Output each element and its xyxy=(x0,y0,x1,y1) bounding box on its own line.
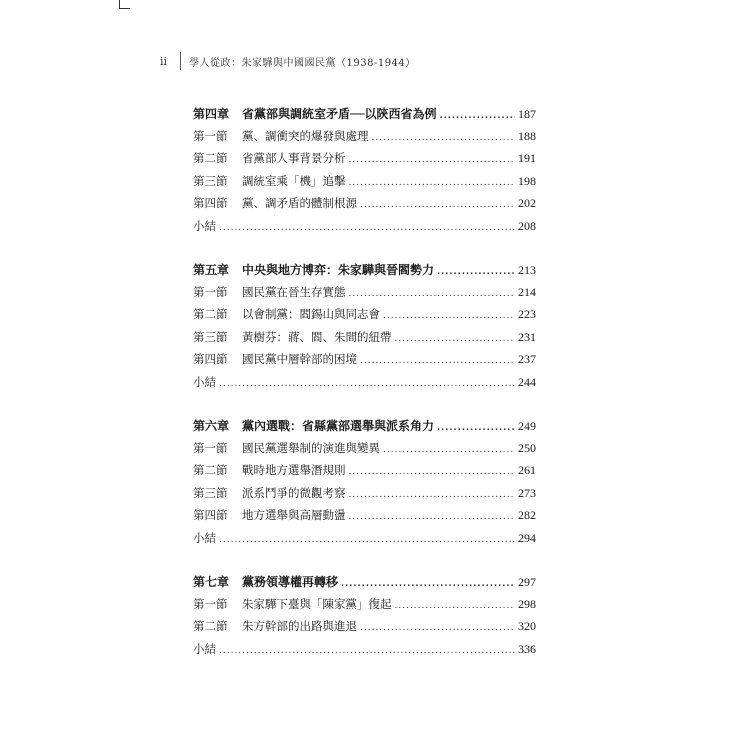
page-number: 320 xyxy=(518,619,536,633)
entry-label: 第七章 xyxy=(193,575,230,589)
entry-title: 黃樹芬：蔣、閻、朱間的紐帶 xyxy=(242,329,392,344)
page-number: 202 xyxy=(518,196,536,210)
dot-leader xyxy=(349,178,516,188)
entry-label: 第三節 xyxy=(193,173,228,188)
entry-title: 中央與地方博弈：朱家驊與晉閻勢力 xyxy=(242,263,435,277)
dot-leader xyxy=(360,200,515,210)
dot-leader xyxy=(219,535,515,545)
entry-title: 戰時地方選舉潛規則 xyxy=(242,463,346,477)
entry-title: 調統室乘「機」追擊 xyxy=(242,173,346,188)
section-entry xyxy=(193,150,536,173)
dot-leader xyxy=(349,467,516,477)
dot-leader xyxy=(395,334,516,344)
entry-label: 第六章 xyxy=(193,419,230,433)
entry-label: 第四章 xyxy=(193,107,230,121)
section-entry xyxy=(193,507,536,530)
dot-leader xyxy=(437,423,515,433)
entry-label: 第二節 xyxy=(193,619,228,633)
page-number: 249 xyxy=(518,419,536,433)
section-entry xyxy=(193,329,536,352)
page-number: 297 xyxy=(518,575,536,589)
entry-label: 第二節 xyxy=(193,307,228,321)
page-number: 237 xyxy=(518,352,536,366)
page-number: 273 xyxy=(518,485,536,500)
summary-entry xyxy=(193,218,536,241)
entry-label: 第三節 xyxy=(193,485,228,500)
section-entry xyxy=(193,351,536,374)
entry-title: 黨、調矛盾的體制根源 xyxy=(242,196,357,210)
chapter-block xyxy=(193,105,536,240)
summary-entry xyxy=(193,374,536,397)
entry-label: 第四節 xyxy=(193,508,228,522)
entry-title: 國民黨在晉生存實態 xyxy=(242,284,346,299)
page-number: 187 xyxy=(518,107,536,121)
page-number: 261 xyxy=(518,463,536,477)
dot-leader xyxy=(341,579,515,589)
page-number: 191 xyxy=(518,151,536,165)
summary-entry xyxy=(193,641,536,664)
chapter-heading xyxy=(193,573,536,596)
entry-label: 第五章 xyxy=(193,263,230,277)
chapter-block xyxy=(193,417,536,552)
book-title: 學人從政：朱家驊與中國國民黨（1938-1944） xyxy=(189,57,416,69)
page-number: 298 xyxy=(518,596,536,611)
entry-label: 第一節 xyxy=(193,596,228,611)
entry-title: 國民黨選舉制的演進與變異 xyxy=(242,440,380,455)
page-number: 214 xyxy=(518,284,536,299)
entry-label: 第二節 xyxy=(193,463,228,477)
entry-label: 第一節 xyxy=(193,440,228,455)
section-entry xyxy=(193,195,536,218)
entry-label: 第二節 xyxy=(193,151,228,165)
table-of-contents xyxy=(193,105,536,684)
page-number: 208 xyxy=(518,218,536,233)
section-entry xyxy=(193,128,536,151)
dot-leader xyxy=(360,623,515,633)
dot-leader xyxy=(219,223,515,233)
entry-title: 省黨部人事背景分析 xyxy=(242,151,346,165)
header-divider xyxy=(180,52,181,70)
page-number: 231 xyxy=(518,329,536,344)
section-entry xyxy=(193,306,536,329)
running-header xyxy=(160,50,416,72)
entry-title: 朱家驊下臺與「陳家黨」復起 xyxy=(242,596,392,611)
entry-label: 小結 xyxy=(193,641,216,656)
entry-label: 小結 xyxy=(193,218,216,233)
page-number: 294 xyxy=(518,530,536,545)
dot-leader xyxy=(349,155,516,165)
section-entry xyxy=(193,440,536,463)
entry-title: 朱方幹部的出路與進退 xyxy=(242,619,357,633)
section-entry xyxy=(193,284,536,307)
entry-label: 小結 xyxy=(193,530,216,545)
page-number: 282 xyxy=(518,508,536,522)
dot-leader xyxy=(437,267,515,277)
entry-title: 省黨部與調統室矛盾──以陝西省為例 xyxy=(242,107,437,121)
entry-label: 第四節 xyxy=(193,352,228,366)
entry-label: 第一節 xyxy=(193,284,228,299)
chapter-heading xyxy=(193,417,536,440)
dot-leader xyxy=(383,445,515,455)
section-entry xyxy=(193,485,536,508)
page-number: 198 xyxy=(518,173,536,188)
page-number: 188 xyxy=(518,128,536,143)
chapter-heading xyxy=(193,261,536,284)
entry-label: 小結 xyxy=(193,374,216,389)
dot-leader xyxy=(395,601,516,611)
entry-title: 國民黨中層幹部的困境 xyxy=(242,352,357,366)
crop-mark xyxy=(119,0,130,9)
entry-title: 黨、調衝突的爆發與處理 xyxy=(242,128,369,143)
chapter-heading xyxy=(193,105,536,128)
chapter-block xyxy=(193,261,536,396)
dot-leader xyxy=(383,311,515,321)
page-number: 336 xyxy=(518,641,536,656)
page-number: 250 xyxy=(518,440,536,455)
section-entry xyxy=(193,596,536,619)
section-entry xyxy=(193,618,536,641)
page-number: 213 xyxy=(518,263,536,277)
dot-leader xyxy=(349,490,516,500)
section-entry xyxy=(193,173,536,196)
entry-title: 黨務領導權再轉移 xyxy=(242,575,339,589)
entry-label: 第四節 xyxy=(193,196,228,210)
dot-leader xyxy=(219,646,515,656)
page-number: 244 xyxy=(518,374,536,389)
dot-leader xyxy=(349,512,516,522)
entry-title: 黨內選戰：省縣黨部選舉與派系角力 xyxy=(242,419,435,433)
entry-label: 第一節 xyxy=(193,128,228,143)
summary-entry xyxy=(193,530,536,553)
section-entry xyxy=(193,462,536,485)
entry-title: 派系鬥爭的微觀考察 xyxy=(242,485,346,500)
entry-label: 第三節 xyxy=(193,329,228,344)
page-number: 223 xyxy=(518,307,536,321)
dot-leader xyxy=(349,289,516,299)
entry-title: 以會制黨：閻錫山與同志會 xyxy=(242,307,380,321)
chapter-block xyxy=(193,573,536,663)
dot-leader xyxy=(360,356,515,366)
entry-title: 地方選舉與高層動盪 xyxy=(242,508,346,522)
page-number: ii xyxy=(160,54,168,68)
dot-leader xyxy=(439,111,515,121)
dot-leader xyxy=(372,133,516,143)
dot-leader xyxy=(219,379,515,389)
